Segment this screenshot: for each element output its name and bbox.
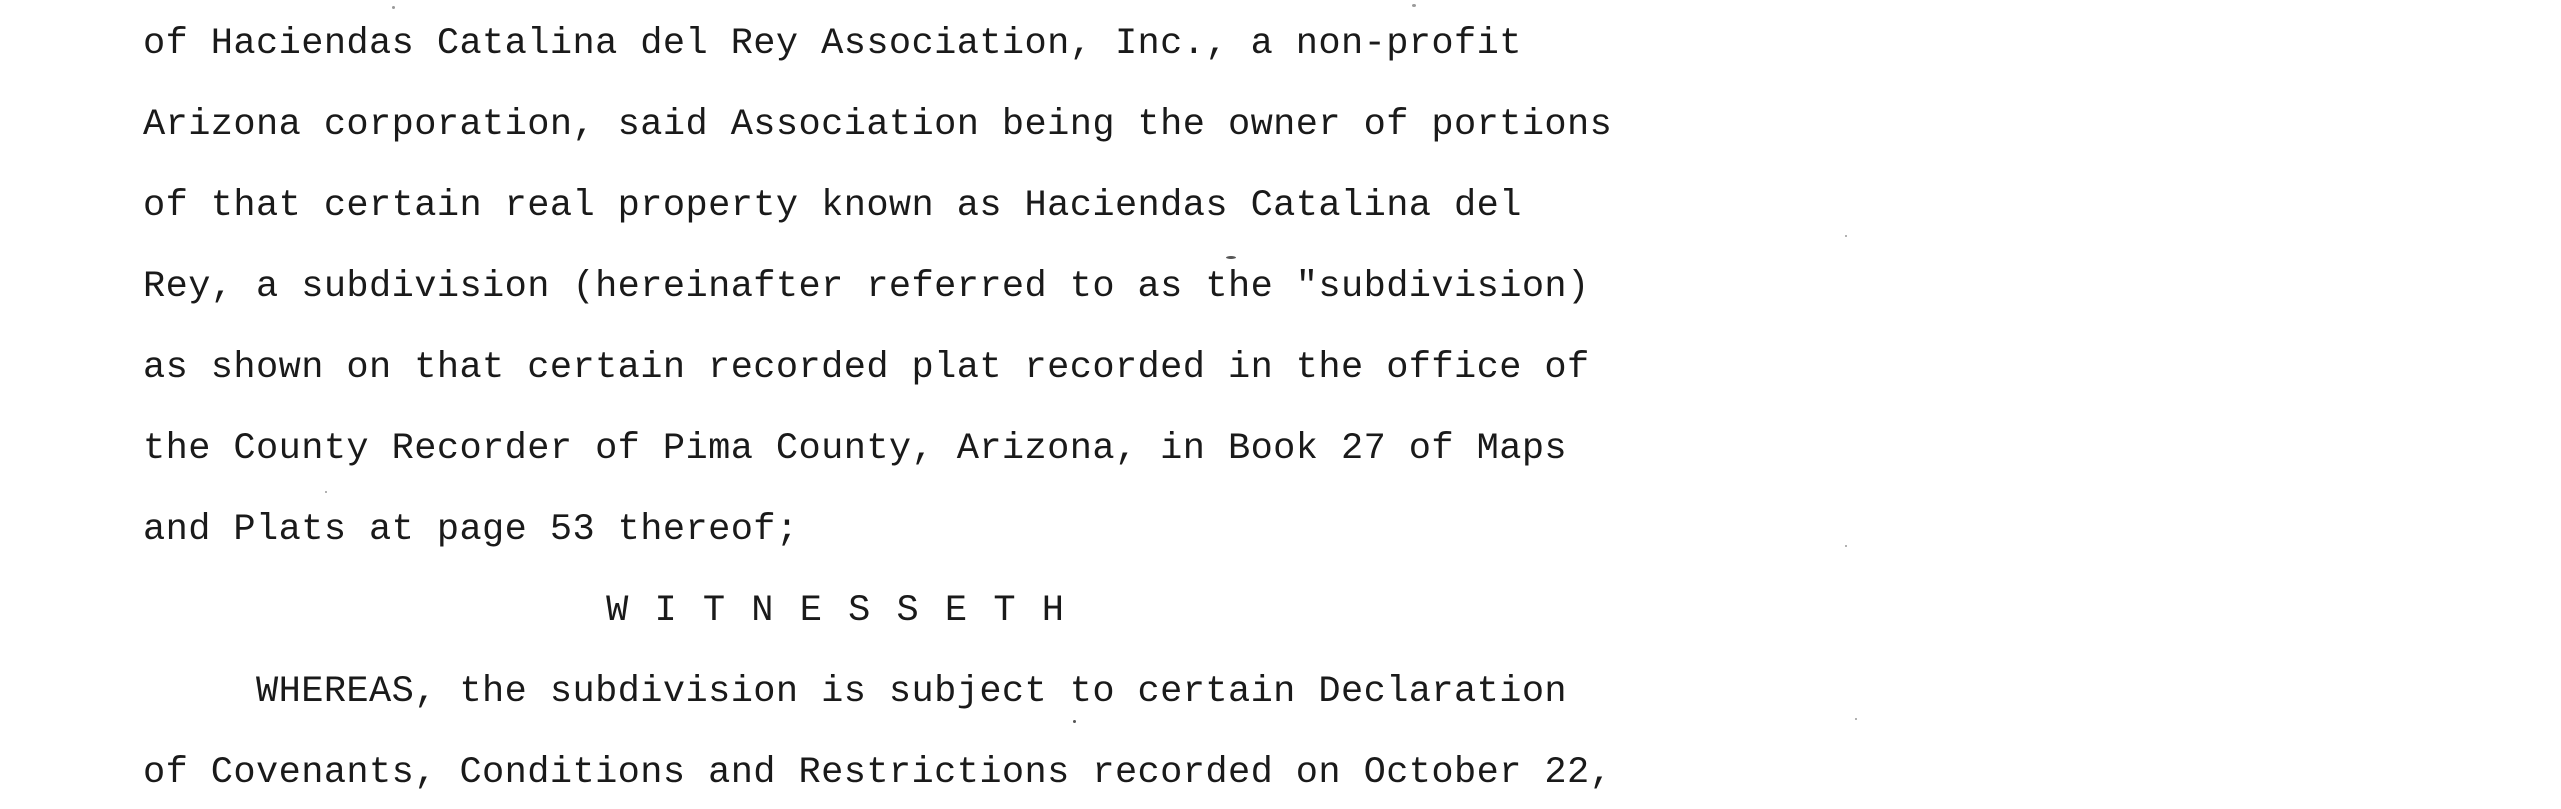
scan-speck [1226, 256, 1236, 259]
text-line-2: Arizona corporation, said Association being the owner of portions [143, 104, 1613, 146]
scan-speck [325, 491, 327, 493]
scan-speck [1845, 545, 1847, 547]
scan-speck [1412, 4, 1416, 7]
text-line-5: as shown on that certain recorded plat recorded in the office of [143, 347, 1590, 389]
text-line-1: of Haciendas Catalina del Rey Association, Inc., a non-profit [143, 23, 1522, 65]
paragraph-line-1: WHEREAS, the subdivision is subject to certain Declaration [143, 671, 1568, 713]
text-line-4: Rey, a subdivision (hereinafter referred to as the "subdivision) [143, 266, 1590, 308]
text-line-7: and Plats at page 53 thereof; [143, 509, 799, 551]
text-line-3: of that certain real property known as Haciendas Catalina del [143, 185, 1522, 227]
scan-speck [1855, 718, 1857, 720]
scan-speck [392, 6, 395, 9]
section-heading: W I T N E S S E T H [606, 590, 1066, 632]
scan-speck [1073, 720, 1076, 723]
scan-speck [1845, 235, 1847, 237]
text-line-6: the County Recorder of Pima County, Arizona, in Book 27 of Maps [143, 428, 1568, 470]
paragraph-line-2: of Covenants, Conditions and Restrictions recorded on October 22, [143, 752, 1613, 794]
